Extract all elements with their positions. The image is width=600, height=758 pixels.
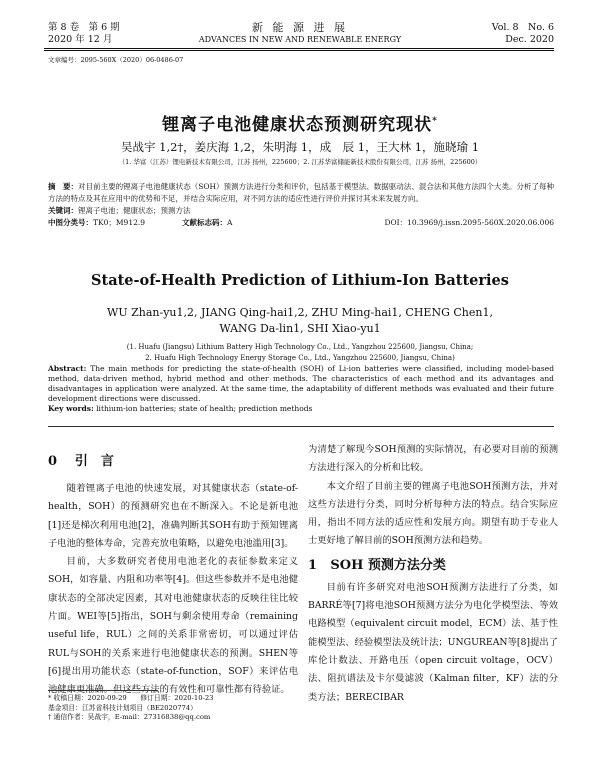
paper-title-en: State-of-Health Prediction of Lithium-Ion Batteries [91, 272, 509, 289]
right-paragraph-1: 为清楚了解现今SOH预测的实际情况，有必要对目前的预测方法进行深入的分析和比较。 [308, 444, 558, 474]
article-number: 文章编号：2095-560X（2020）06-0486-07 [48, 56, 184, 64]
abstract-cn-body: 摘 要：对目前主要的锂离子电池健康状态（SOH）预测方法进行分类和评价，包括基于模型法、数据驱动法、混合法和其他方法四个大类。分析了每种方法的特点及其在应用中的优势和不足，并结合实际应用，对不同方法的适应性进行评价并探讨其未来发展方向。 [48, 182, 555, 203]
left-column [48, 480, 298, 700]
footnotes: * 收稿日期：2020-09-29 修订日期：2020-10-23 基金项目：江苏省科技计划项目（BE2020774） † 通信作者：吴战宇，E-mail：27316838@qq.com [48, 694, 214, 721]
right-paragraph-2: 本文介绍了目前主要的锂离子电池SOH预测方法，并对这些方法进行分类，同时分析每种方法的特点。结合实际应用，指出不同方法的适应性和发展方向。期望有助于专业人士更好地了解目前的SOH预测方法和趋势。 [308, 480, 558, 547]
keywords-cn: 关键词：锂离子电池；健康状态；预测方法 [48, 206, 191, 215]
authors-en: WU Zhan-yu1,2, JIANG Qing-hai1,2, ZHU Ming-hai1, CHENG Chen1, WANG Da-lin1, SHI Xiao-yu1 [107, 306, 493, 335]
header-rule-2 [44, 50, 554, 51]
right-column [308, 441, 558, 707]
abstract-rule [48, 426, 554, 427]
right-paragraph-3: 目前有许多研究对电池SOH预测方法进行了分类，如BARRÉ等[7]将电池SOH预测方法分为电化学模型法、等效电路模型（equivalent circuit model，ECM）法、基于性能模型法、经验模型法及统计法；UNGUREAN等[8]提出了库伦计数法、开路电压（open circuit voltage，OCV）法、阻抗谱法及卡尔曼滤波（Kalman filter，KF）法的分类方法；BERECIBAR [308, 581, 558, 703]
keywords-en: Key words: lithium-ion batteries; state of health; prediction methods [48, 404, 313, 413]
authors-cn: 吴战宇 1,2†，姜庆海 1,2，朱明海 1，成 辰 1，王大林 1，施晓瑜 1 [120, 140, 480, 154]
intro-paragraph-2: 目前，大多数研究者使用电池老化的表征参数来定义SOH，如容量、内阻和功率等[4]。但这些参数并不是电池健康状态的全部决定因素，其对电池健康状态的反映往往比较片面。WEI等[5]指出，SOH与剩余使用寿命（remaining useful life，RUL）之间的关系非常密切，可以通过评估RUL与SOH的关系来进行电池健康状态的预测。SHEN等[6]提出用功能状态（state-of-function，SOF）来评估电池健康更准确。但这些方法的有效性和可靠性都有待验证。 [48, 556, 298, 696]
footnote-rule [48, 690, 158, 691]
affiliation-cn: （1. 华富（江苏）锂电新技术有限公司，江苏 扬州，225600；2. 江苏华富储能新技术股份有限公司，江苏 扬州，225600） [118, 158, 482, 166]
doi: DOI：10.3969/j.issn.2095-560X.2020.06.006 [384, 218, 554, 227]
affiliation-en: (1. Huafu (Jiangsu) Lithium Battery High Technology Co., Ltd., Yangzhou 225600, Jiangsu, China; 2. Huafu High Technology Energy Storage Co., Ltd., Yangzhou 225600, Jiangsu, China) [126, 343, 474, 362]
header-rule [44, 48, 554, 49]
intro-paragraph-1: 随着锂离子电池的快速发展，对其健康状态（state-of-health，SOH）的预测研究也在不断深入。不论是新电池[1]还是梯次利用电池[2]，准确判断其SOH有助于预知锂离子电池的整体寿命，完善充放电策略，以避免电池滥用[3]。 [48, 483, 298, 549]
abstract-en [48, 364, 554, 414]
header-volume-cn: 第 8 卷 第 6 期 2020 年 12 月 [48, 22, 120, 45]
journal-name-en: ADVANCES IN NEW AND RENEWABLE ENERGY [198, 35, 402, 44]
abstract-en-body: Abstract: The main methods for predicting the state-of-health (SOH) of Li-ion batteries were classified, including model-based method, data-driven method, hybrid method and other methods. The characteristics of each method and its advantages and disadvantages in application were analyzed. At the same time, the adaptability of different methods was evaluated and their future development directions were discussed. [48, 364, 554, 403]
abstract-cn [48, 181, 554, 229]
journal-name-cn: 新 能 源 进 展 [252, 21, 348, 34]
header-volume-en: Vol. 8 No. 6 Dec. 2020 [491, 22, 554, 45]
section-1-heading: 1 SOH 预测方法分类 [308, 557, 446, 573]
paper-title-cn: 锂离子电池健康状态预测研究现状* [162, 115, 438, 135]
classification-row: 中图分类号：TK0；M912.9 文献标志码：A DOI：10.3969/j.issn.2095-560X.2020.06.006 [48, 218, 554, 227]
section-0-heading: 0 引 言 [48, 454, 114, 469]
